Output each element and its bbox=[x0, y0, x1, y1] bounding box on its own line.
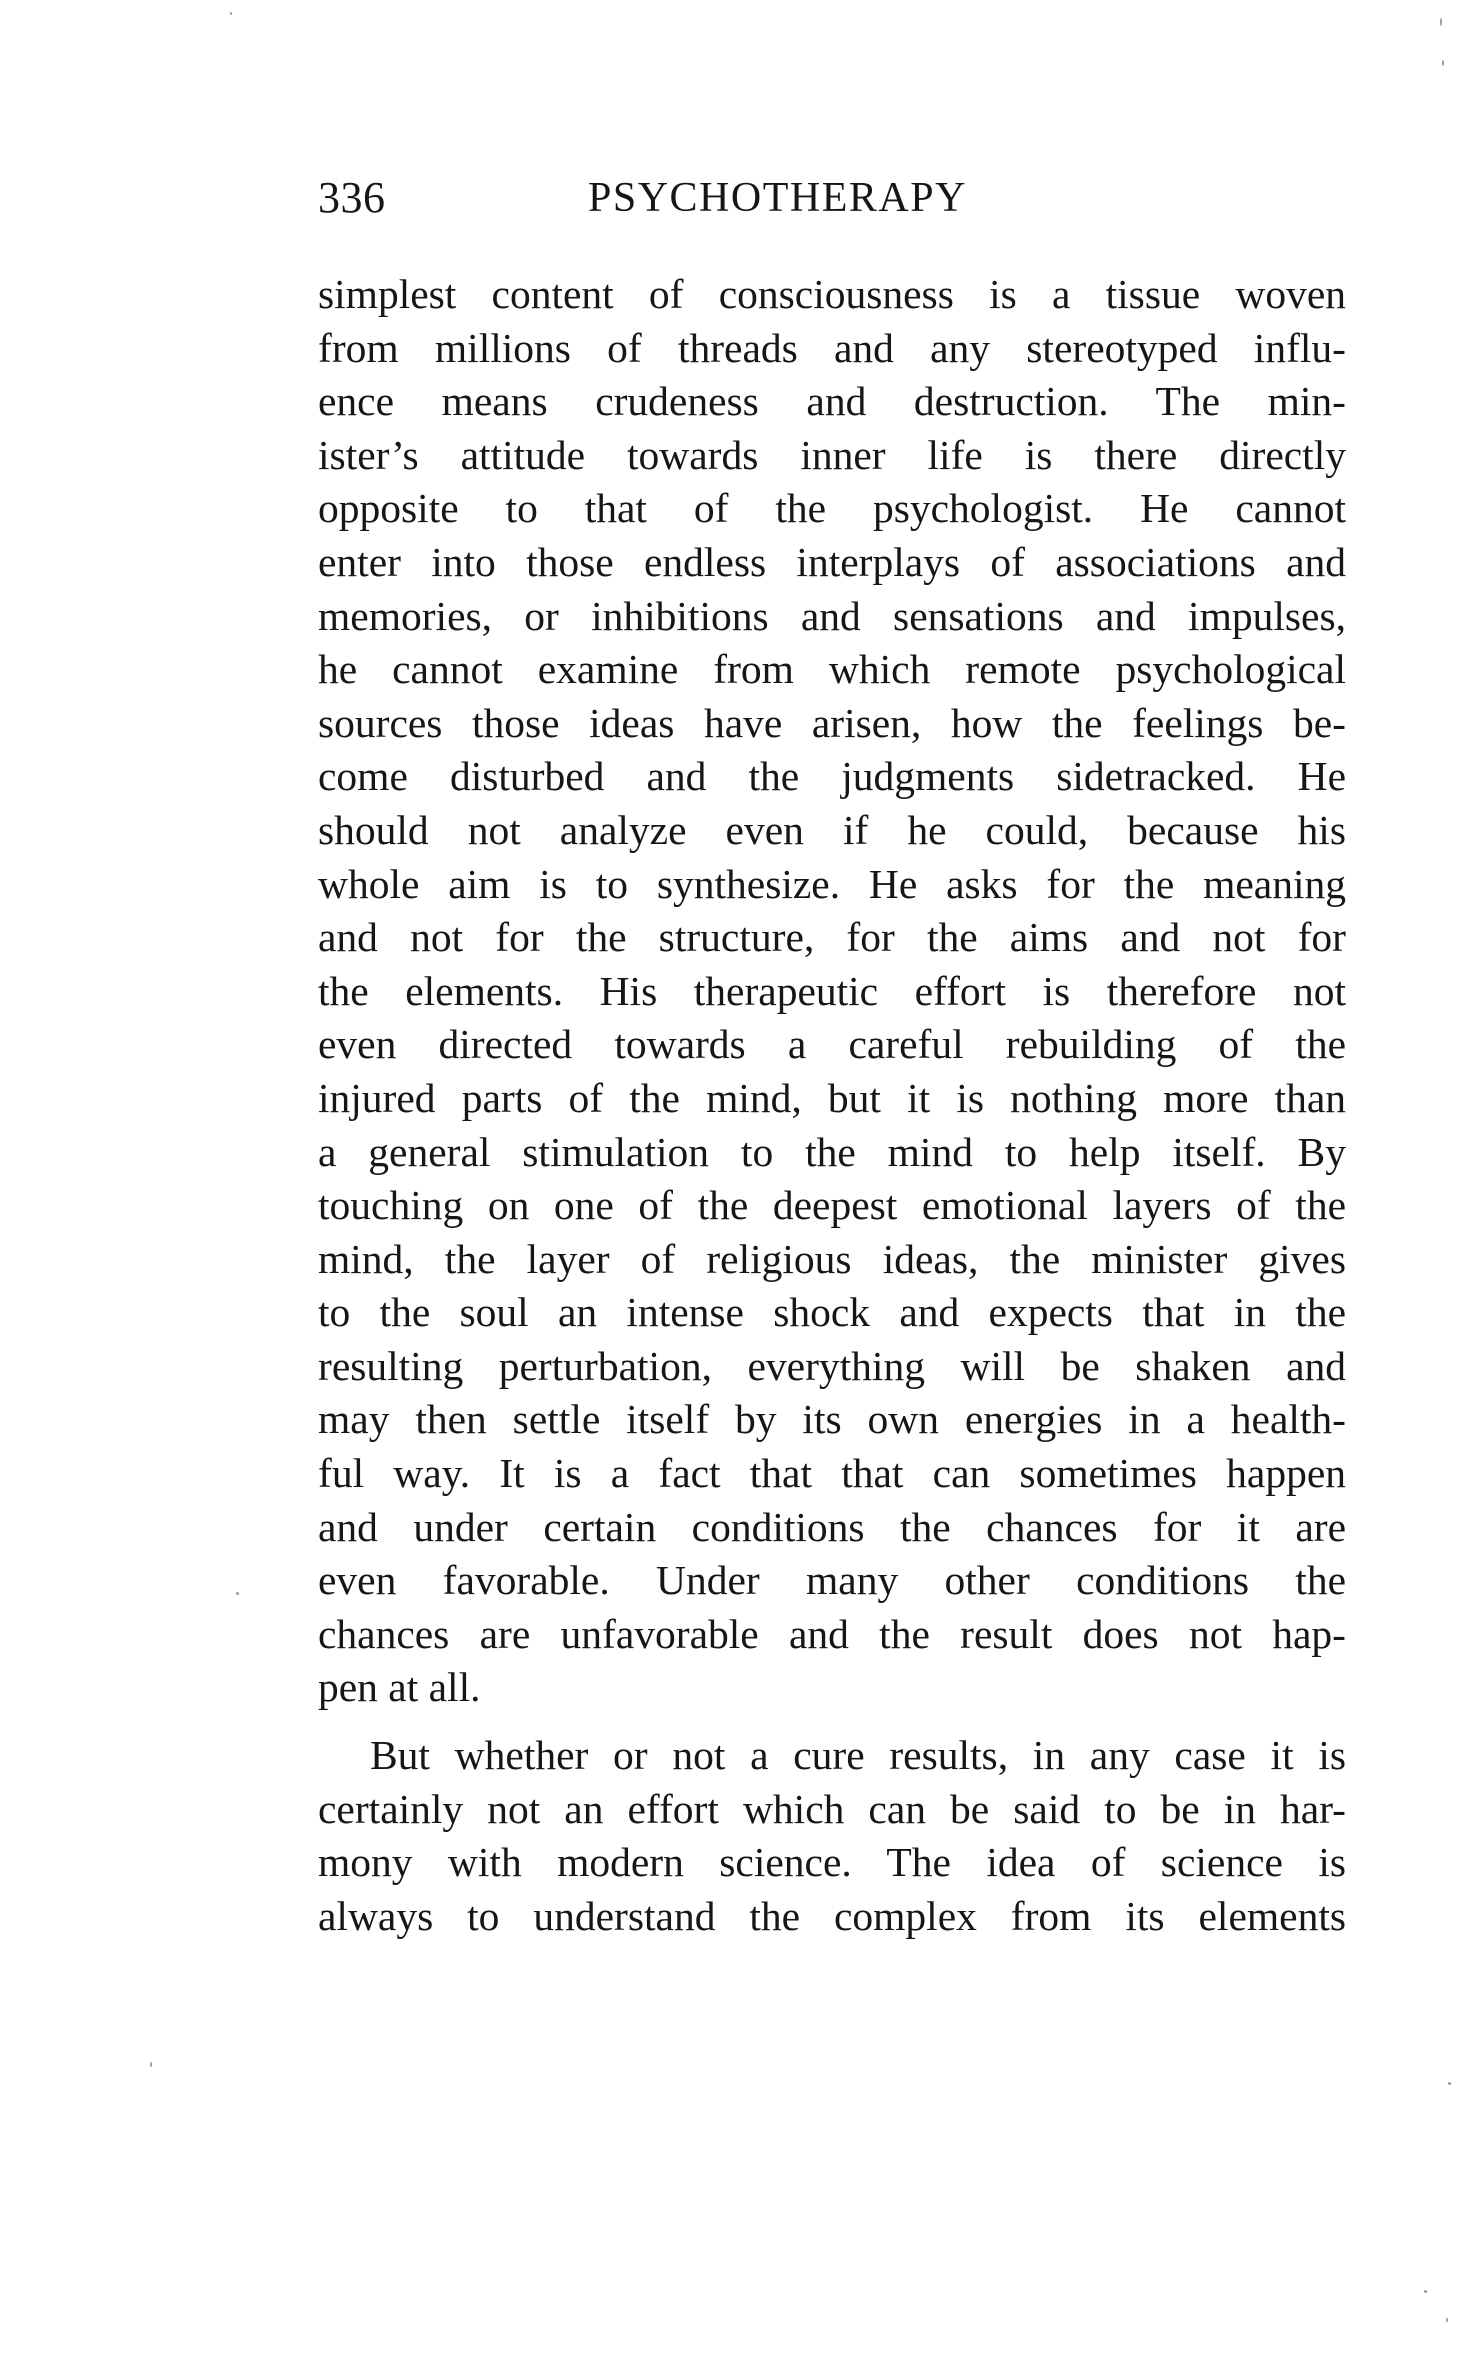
scan-speck bbox=[1440, 18, 1442, 26]
page-number: 336 bbox=[318, 173, 386, 222]
scan-speck bbox=[1424, 2290, 1427, 2293]
text-line: chances are unfavorable and the result does not hap- bbox=[318, 1610, 1346, 1657]
scan-speck bbox=[150, 2062, 152, 2067]
text-line: and under certain conditions the chances for it are bbox=[318, 1503, 1346, 1550]
text-line: certainly not an effort which can be said to be in har- bbox=[318, 1785, 1346, 1832]
text-line: a general stimulation to the mind to help itself. By bbox=[318, 1128, 1346, 1175]
text-line: the elements. His therapeutic effort is therefore not bbox=[318, 967, 1346, 1014]
text-line: may then settle itself by its own energies in a health- bbox=[318, 1396, 1346, 1443]
text-line: memories, or inhibitions and sensations and impulses, bbox=[318, 592, 1346, 639]
text-line: ister’s attitude towards inner life is there directly bbox=[318, 431, 1346, 478]
scan-speck bbox=[230, 12, 232, 15]
text-line: he cannot examine from which remote psychological bbox=[318, 646, 1346, 693]
scan-speck bbox=[1442, 60, 1444, 66]
text-line: enter into those endless interplays of associations and bbox=[318, 538, 1346, 585]
text-line: even directed towards a careful rebuilding of the bbox=[318, 1021, 1346, 1068]
body-text bbox=[318, 268, 1346, 1943]
text-line: whole aim is to synthesize. He asks for the meaning bbox=[318, 860, 1346, 907]
running-title: PSYCHOTHERAPY bbox=[588, 175, 967, 221]
text-line: pen at all. bbox=[318, 1664, 481, 1711]
text-line: even favorable. Under many other conditions the bbox=[318, 1557, 1346, 1604]
text-line: mind, the layer of religious ideas, the minister gives bbox=[318, 1235, 1346, 1282]
text-line: But whether or not a cure results, in any case it is bbox=[370, 1732, 1346, 1779]
scan-speck bbox=[236, 1592, 239, 1595]
text-line: injured parts of the mind, but it is nothing more than bbox=[318, 1074, 1346, 1121]
text-line: should not analyze even if he could, because his bbox=[318, 806, 1346, 853]
paragraph-1 bbox=[318, 268, 1346, 1715]
text-line: mony with modern science. The idea of science is bbox=[318, 1839, 1346, 1886]
text-line: opposite to that of the psychologist. He cannot bbox=[318, 485, 1346, 532]
text-line: resulting perturbation, everything will be shaken and bbox=[318, 1342, 1346, 1389]
text-line: touching on one of the deepest emotional layers of the bbox=[318, 1182, 1346, 1229]
text-line: and not for the structure, for the aims and not for bbox=[318, 914, 1346, 961]
text-line: from millions of threads and any stereotyped influ- bbox=[318, 324, 1346, 371]
text-line: always to understand the complex from its elements bbox=[318, 1892, 1346, 1939]
paragraph-2 bbox=[318, 1729, 1346, 1943]
text-line: come disturbed and the judgments sidetracked. He bbox=[318, 753, 1346, 800]
text-line: sources those ideas have arisen, how the feelings be- bbox=[318, 699, 1346, 746]
scan-speck bbox=[1448, 2082, 1451, 2085]
text-line: to the soul an intense shock and expects that in the bbox=[318, 1289, 1346, 1336]
running-head bbox=[318, 168, 1346, 228]
text-line: ful way. It is a fact that that can sometimes happen bbox=[318, 1450, 1346, 1497]
paragraph-gap bbox=[318, 1715, 1346, 1729]
text-line: simplest content of consciousness is a tissue woven bbox=[318, 271, 1346, 317]
scan-speck bbox=[1446, 2318, 1448, 2322]
text-line: ence means crudeness and destruction. The min- bbox=[318, 378, 1346, 425]
